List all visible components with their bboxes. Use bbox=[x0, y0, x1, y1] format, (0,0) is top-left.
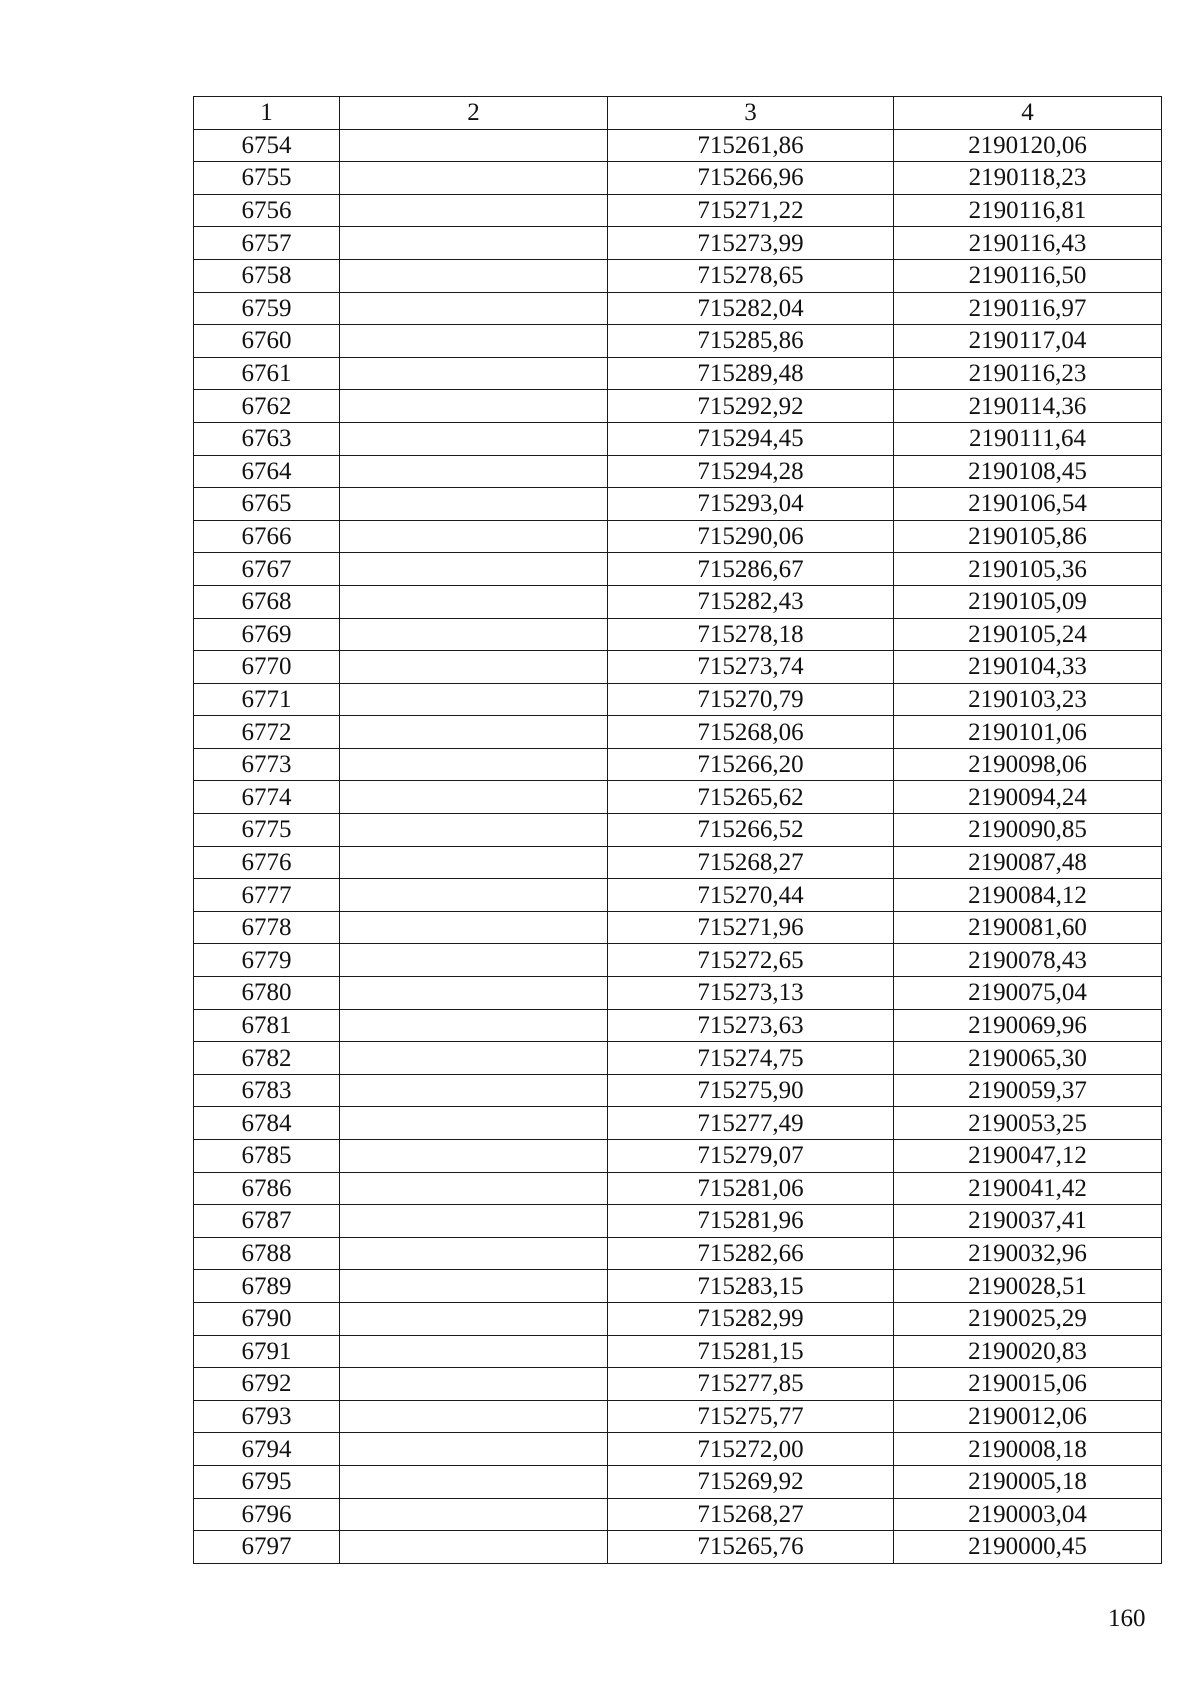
table-cell-col3: 715294,28 bbox=[608, 455, 894, 488]
table-cell-col3: 715289,48 bbox=[608, 357, 894, 390]
table-cell-col3: 715281,06 bbox=[608, 1172, 894, 1205]
coordinates-table bbox=[193, 96, 1162, 1564]
table-row bbox=[194, 129, 1162, 162]
table-cell-col2 bbox=[340, 520, 608, 553]
table-cell-col4: 2190037,41 bbox=[894, 1205, 1162, 1238]
table-cell-col3: 715278,18 bbox=[608, 618, 894, 651]
table-cell-col1: 6796 bbox=[194, 1498, 340, 1531]
table-cell-col1: 6794 bbox=[194, 1433, 340, 1466]
table-row bbox=[194, 259, 1162, 292]
table-cell-col2 bbox=[340, 1270, 608, 1303]
table-cell-col2 bbox=[340, 585, 608, 618]
table-cell-col4: 2190008,18 bbox=[894, 1433, 1162, 1466]
table-cell-col1: 6789 bbox=[194, 1270, 340, 1303]
table-cell-col2 bbox=[340, 1009, 608, 1042]
table-cell-col2 bbox=[340, 488, 608, 521]
table-cell-col2 bbox=[340, 227, 608, 260]
table-cell-col2 bbox=[340, 553, 608, 586]
table-cell-col1: 6774 bbox=[194, 781, 340, 814]
header-cell-col3: 3 bbox=[608, 97, 894, 130]
table-cell-col2 bbox=[340, 846, 608, 879]
table-row bbox=[194, 162, 1162, 195]
table-cell-col1: 6777 bbox=[194, 879, 340, 912]
table-cell-col4: 2190117,04 bbox=[894, 325, 1162, 358]
table-cell-col3: 715277,85 bbox=[608, 1368, 894, 1401]
table-cell-col2 bbox=[340, 292, 608, 325]
table-cell-col1: 6767 bbox=[194, 553, 340, 586]
table-row bbox=[194, 879, 1162, 912]
table-cell-col4: 2190111,64 bbox=[894, 422, 1162, 455]
table-cell-col3: 715272,65 bbox=[608, 944, 894, 977]
table-cell-col3: 715271,96 bbox=[608, 911, 894, 944]
table-cell-col3: 715290,06 bbox=[608, 520, 894, 553]
table-cell-col1: 6776 bbox=[194, 846, 340, 879]
header-row bbox=[194, 97, 1162, 130]
table-cell-col1: 6782 bbox=[194, 1042, 340, 1075]
table-cell-col4: 2190116,81 bbox=[894, 194, 1162, 227]
table-cell-col2 bbox=[340, 129, 608, 162]
table-cell-col1: 6766 bbox=[194, 520, 340, 553]
table-cell-col1: 6781 bbox=[194, 1009, 340, 1042]
table-cell-col3: 715279,07 bbox=[608, 1140, 894, 1173]
table-cell-col3: 715281,15 bbox=[608, 1335, 894, 1368]
table-cell-col4: 2190084,12 bbox=[894, 879, 1162, 912]
table-cell-col2 bbox=[340, 781, 608, 814]
table-cell-col4: 2190081,60 bbox=[894, 911, 1162, 944]
table-cell-col3: 715278,65 bbox=[608, 259, 894, 292]
table-row bbox=[194, 1433, 1162, 1466]
table-cell-col3: 715265,76 bbox=[608, 1531, 894, 1564]
table-cell-col4: 2190118,23 bbox=[894, 162, 1162, 195]
table-row bbox=[194, 1270, 1162, 1303]
table-cell-col4: 2190032,96 bbox=[894, 1237, 1162, 1270]
table-cell-col2 bbox=[340, 814, 608, 847]
table-cell-col2 bbox=[340, 879, 608, 912]
table-cell-col4: 2190065,30 bbox=[894, 1042, 1162, 1075]
table-row bbox=[194, 292, 1162, 325]
table-cell-col4: 2190090,85 bbox=[894, 814, 1162, 847]
table-cell-col3: 715273,99 bbox=[608, 227, 894, 260]
table-cell-col1: 6769 bbox=[194, 618, 340, 651]
table-cell-col1: 6762 bbox=[194, 390, 340, 423]
table-row bbox=[194, 748, 1162, 781]
table-cell-col1: 6778 bbox=[194, 911, 340, 944]
table-cell-col3: 715275,77 bbox=[608, 1400, 894, 1433]
table-cell-col2 bbox=[340, 944, 608, 977]
table-row bbox=[194, 1531, 1162, 1564]
table-cell-col4: 2190069,96 bbox=[894, 1009, 1162, 1042]
table-cell-col2 bbox=[340, 748, 608, 781]
table-row bbox=[194, 944, 1162, 977]
table-cell-col2 bbox=[340, 325, 608, 358]
table-row bbox=[194, 1205, 1162, 1238]
table-row bbox=[194, 1302, 1162, 1335]
table-cell-col2 bbox=[340, 1042, 608, 1075]
table-cell-col4: 2190105,24 bbox=[894, 618, 1162, 651]
table-cell-col2 bbox=[340, 1107, 608, 1140]
table-cell-col1: 6756 bbox=[194, 194, 340, 227]
table-cell-col4: 2190059,37 bbox=[894, 1074, 1162, 1107]
table-cell-col3: 715283,15 bbox=[608, 1270, 894, 1303]
table-row bbox=[194, 1042, 1162, 1075]
table-row bbox=[194, 618, 1162, 651]
table-row bbox=[194, 1335, 1162, 1368]
header-cell-col2: 2 bbox=[340, 97, 608, 130]
table-cell-col4: 2190105,09 bbox=[894, 585, 1162, 618]
table-cell-col4: 2190012,06 bbox=[894, 1400, 1162, 1433]
table-cell-col4: 2190041,42 bbox=[894, 1172, 1162, 1205]
table-cell-col4: 2190105,86 bbox=[894, 520, 1162, 553]
table-cell-col3: 715272,00 bbox=[608, 1433, 894, 1466]
table-cell-col3: 715269,92 bbox=[608, 1465, 894, 1498]
table-cell-col3: 715285,86 bbox=[608, 325, 894, 358]
table-cell-col4: 2190103,23 bbox=[894, 683, 1162, 716]
table-cell-col4: 2190075,04 bbox=[894, 977, 1162, 1010]
table-cell-col2 bbox=[340, 1074, 608, 1107]
table-cell-col1: 6786 bbox=[194, 1172, 340, 1205]
table-cell-col3: 715273,13 bbox=[608, 977, 894, 1010]
table-cell-col4: 2190116,97 bbox=[894, 292, 1162, 325]
table-cell-col3: 715292,92 bbox=[608, 390, 894, 423]
table-cell-col2 bbox=[340, 911, 608, 944]
table-cell-col1: 6780 bbox=[194, 977, 340, 1010]
table-row bbox=[194, 227, 1162, 260]
table-cell-col3: 715293,04 bbox=[608, 488, 894, 521]
table-row bbox=[194, 846, 1162, 879]
table-cell-col2 bbox=[340, 977, 608, 1010]
table-cell-col1: 6791 bbox=[194, 1335, 340, 1368]
table-cell-col4: 2190020,83 bbox=[894, 1335, 1162, 1368]
table-row bbox=[194, 325, 1162, 358]
table-row bbox=[194, 781, 1162, 814]
header-cell-col4: 4 bbox=[894, 97, 1162, 130]
header-cell-col1: 1 bbox=[194, 97, 340, 130]
table-cell-col3: 715282,66 bbox=[608, 1237, 894, 1270]
table-cell-col3: 715277,49 bbox=[608, 1107, 894, 1140]
table-cell-col1: 6760 bbox=[194, 325, 340, 358]
table-row bbox=[194, 1074, 1162, 1107]
table-row bbox=[194, 488, 1162, 521]
table-cell-col3: 715294,45 bbox=[608, 422, 894, 455]
table-cell-col1: 6768 bbox=[194, 585, 340, 618]
table-row bbox=[194, 683, 1162, 716]
table-cell-col3: 715266,96 bbox=[608, 162, 894, 195]
table-row bbox=[194, 357, 1162, 390]
table-cell-col2 bbox=[340, 390, 608, 423]
table-cell-col2 bbox=[340, 1498, 608, 1531]
table-cell-col2 bbox=[340, 1335, 608, 1368]
table-cell-col4: 2190000,45 bbox=[894, 1531, 1162, 1564]
table-cell-col1: 6770 bbox=[194, 651, 340, 684]
table-cell-col1: 6772 bbox=[194, 716, 340, 749]
table-row bbox=[194, 911, 1162, 944]
table-cell-col3: 715286,67 bbox=[608, 553, 894, 586]
table-cell-col2 bbox=[340, 1205, 608, 1238]
table-cell-col1: 6771 bbox=[194, 683, 340, 716]
table-cell-col4: 2190025,29 bbox=[894, 1302, 1162, 1335]
table-cell-col2 bbox=[340, 1368, 608, 1401]
table-cell-col1: 6792 bbox=[194, 1368, 340, 1401]
table-row bbox=[194, 1368, 1162, 1401]
table-row bbox=[194, 1009, 1162, 1042]
table-cell-col2 bbox=[340, 716, 608, 749]
table-cell-col1: 6775 bbox=[194, 814, 340, 847]
table-row bbox=[194, 1465, 1162, 1498]
table-row bbox=[194, 520, 1162, 553]
table-cell-col3: 715282,04 bbox=[608, 292, 894, 325]
table-cell-col1: 6761 bbox=[194, 357, 340, 390]
table-row bbox=[194, 390, 1162, 423]
table-cell-col2 bbox=[340, 1433, 608, 1466]
table-row bbox=[194, 814, 1162, 847]
table-cell-col4: 2190105,36 bbox=[894, 553, 1162, 586]
table-cell-col3: 715281,96 bbox=[608, 1205, 894, 1238]
table-row bbox=[194, 1498, 1162, 1531]
table-cell-col3: 715273,74 bbox=[608, 651, 894, 684]
table-cell-col4: 2190116,23 bbox=[894, 357, 1162, 390]
table-cell-col2 bbox=[340, 618, 608, 651]
table-cell-col2 bbox=[340, 1302, 608, 1335]
table-cell-col3: 715265,62 bbox=[608, 781, 894, 814]
table-cell-col2 bbox=[340, 194, 608, 227]
table-cell-col3: 715266,20 bbox=[608, 748, 894, 781]
table-cell-col2 bbox=[340, 455, 608, 488]
table-cell-col2 bbox=[340, 1465, 608, 1498]
table-row bbox=[194, 1237, 1162, 1270]
table-cell-col4: 2190087,48 bbox=[894, 846, 1162, 879]
table-cell-col1: 6793 bbox=[194, 1400, 340, 1433]
table-cell-col3: 715266,52 bbox=[608, 814, 894, 847]
table-cell-col4: 2190116,43 bbox=[894, 227, 1162, 260]
table-row bbox=[194, 1140, 1162, 1173]
table-cell-col1: 6783 bbox=[194, 1074, 340, 1107]
table-cell-col1: 6754 bbox=[194, 129, 340, 162]
table-cell-col1: 6763 bbox=[194, 422, 340, 455]
page-number: 160 bbox=[1108, 1605, 1146, 1632]
table-cell-col4: 2190120,06 bbox=[894, 129, 1162, 162]
table-cell-col4: 2190003,04 bbox=[894, 1498, 1162, 1531]
table-cell-col1: 6797 bbox=[194, 1531, 340, 1564]
table-cell-col3: 715268,27 bbox=[608, 846, 894, 879]
table-cell-col2 bbox=[340, 1531, 608, 1564]
table-cell-col4: 2190108,45 bbox=[894, 455, 1162, 488]
table-cell-col1: 6759 bbox=[194, 292, 340, 325]
table-cell-col1: 6773 bbox=[194, 748, 340, 781]
table-cell-col4: 2190047,12 bbox=[894, 1140, 1162, 1173]
table-row bbox=[194, 1107, 1162, 1140]
table-cell-col2 bbox=[340, 651, 608, 684]
table-row bbox=[194, 422, 1162, 455]
table-cell-col4: 2190078,43 bbox=[894, 944, 1162, 977]
table-row bbox=[194, 651, 1162, 684]
table-cell-col1: 6758 bbox=[194, 259, 340, 292]
table-cell-col1: 6779 bbox=[194, 944, 340, 977]
table-cell-col1: 6765 bbox=[194, 488, 340, 521]
table-cell-col3: 715270,79 bbox=[608, 683, 894, 716]
table-cell-col1: 6755 bbox=[194, 162, 340, 195]
table-cell-col2 bbox=[340, 1140, 608, 1173]
table-row bbox=[194, 977, 1162, 1010]
table-cell-col3: 715268,06 bbox=[608, 716, 894, 749]
table-cell-col2 bbox=[340, 683, 608, 716]
table-cell-col1: 6785 bbox=[194, 1140, 340, 1173]
table-cell-col3: 715275,90 bbox=[608, 1074, 894, 1107]
table-cell-col4: 2190104,33 bbox=[894, 651, 1162, 684]
table-cell-col2 bbox=[340, 162, 608, 195]
table-row bbox=[194, 455, 1162, 488]
table-cell-col4: 2190116,50 bbox=[894, 259, 1162, 292]
table-cell-col3: 715282,43 bbox=[608, 585, 894, 618]
table-row bbox=[194, 585, 1162, 618]
table-row bbox=[194, 1172, 1162, 1205]
table-cell-col3: 715261,86 bbox=[608, 129, 894, 162]
table-cell-col4: 2190005,18 bbox=[894, 1465, 1162, 1498]
table-cell-col1: 6795 bbox=[194, 1465, 340, 1498]
table-cell-col4: 2190101,06 bbox=[894, 716, 1162, 749]
table-row bbox=[194, 716, 1162, 749]
table-cell-col2 bbox=[340, 259, 608, 292]
table-cell-col2 bbox=[340, 1237, 608, 1270]
table-row bbox=[194, 553, 1162, 586]
table-cell-col3: 715271,22 bbox=[608, 194, 894, 227]
table-cell-col4: 2190114,36 bbox=[894, 390, 1162, 423]
table-cell-col3: 715273,63 bbox=[608, 1009, 894, 1042]
table-cell-col2 bbox=[340, 1172, 608, 1205]
table-cell-col4: 2190098,06 bbox=[894, 748, 1162, 781]
table-cell-col3: 715270,44 bbox=[608, 879, 894, 912]
table-cell-col1: 6784 bbox=[194, 1107, 340, 1140]
table-cell-col3: 715274,75 bbox=[608, 1042, 894, 1075]
table-cell-col3: 715268,27 bbox=[608, 1498, 894, 1531]
table-cell-col4: 2190015,06 bbox=[894, 1368, 1162, 1401]
table-row bbox=[194, 1400, 1162, 1433]
table-row bbox=[194, 194, 1162, 227]
table-cell-col4: 2190028,51 bbox=[894, 1270, 1162, 1303]
table-cell-col4: 2190094,24 bbox=[894, 781, 1162, 814]
table-cell-col1: 6757 bbox=[194, 227, 340, 260]
table-cell-col1: 6764 bbox=[194, 455, 340, 488]
table-cell-col1: 6788 bbox=[194, 1237, 340, 1270]
table-cell-col3: 715282,99 bbox=[608, 1302, 894, 1335]
table-body bbox=[194, 129, 1162, 1563]
table-cell-col4: 2190106,54 bbox=[894, 488, 1162, 521]
table-cell-col1: 6787 bbox=[194, 1205, 340, 1238]
table-cell-col2 bbox=[340, 357, 608, 390]
table-cell-col2 bbox=[340, 422, 608, 455]
table-cell-col4: 2190053,25 bbox=[894, 1107, 1162, 1140]
table-cell-col1: 6790 bbox=[194, 1302, 340, 1335]
table-cell-col2 bbox=[340, 1400, 608, 1433]
